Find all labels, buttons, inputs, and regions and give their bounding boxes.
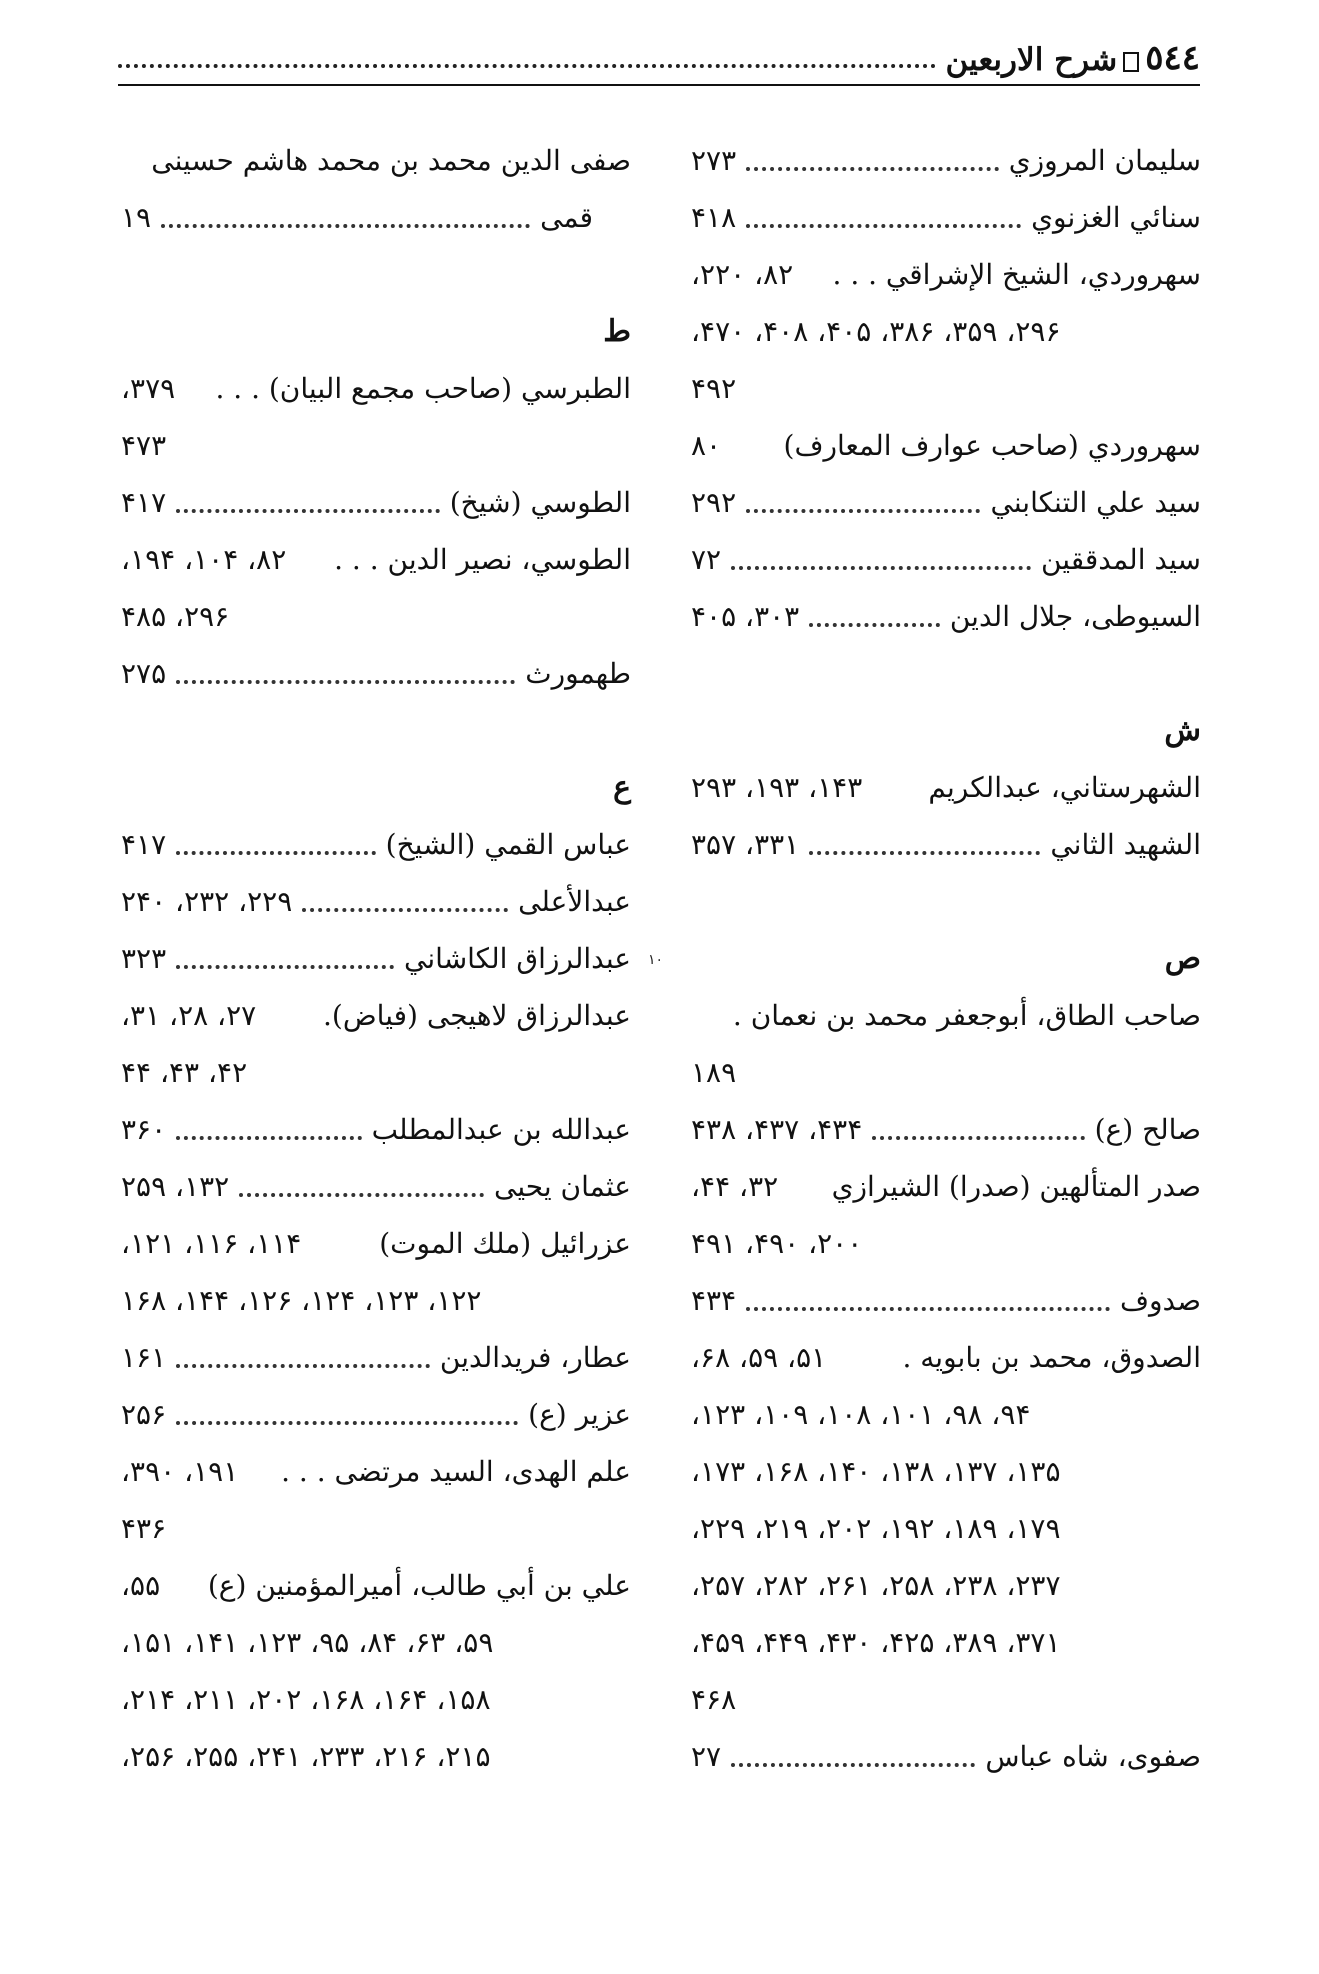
dotted-leader <box>176 1364 430 1368</box>
dotted-leader <box>746 224 1021 228</box>
index-entry-continuation <box>121 1728 631 1785</box>
entry-name: طهمورث <box>525 657 631 690</box>
entry-pages: ۲۰۰، ۴۹۰، ۴۹۱ <box>691 1227 863 1260</box>
entry-name: الشهرستاني، عبدالكريم <box>928 771 1201 804</box>
dotted-leader <box>176 965 394 969</box>
entry-name: عبدالرزاق لاهيجى (فياض). <box>323 999 631 1032</box>
entry-pages: ۵۵، <box>121 1569 161 1602</box>
dotted-leader <box>746 1307 1110 1311</box>
entry-name: سليمان المروزي <box>1008 144 1201 177</box>
entry-name: السيوطى، جلال الدين <box>949 600 1201 633</box>
entry-pages: ۴۳۶ <box>121 1512 167 1545</box>
entry-pages: ۲۱۵، ۲۱۶، ۲۳۳، ۲۴۱، ۲۵۵، ۲۵۶، <box>121 1740 491 1773</box>
entry-name: صدوف <box>1119 1284 1201 1317</box>
running-title: شرح الاربعين <box>945 42 1118 78</box>
entry-pages: ۱۹۱، ۳۹۰، <box>121 1455 239 1488</box>
dotted-leader <box>872 1136 1084 1140</box>
index-entry <box>121 873 631 930</box>
index-entry <box>121 1101 631 1158</box>
index-entry-continuation <box>691 1557 1201 1614</box>
section-letter: ص <box>1164 941 1201 976</box>
entry-pages: ۳۲۳ <box>121 942 167 975</box>
entry-name: صفوى، شاه عباس <box>985 1740 1201 1773</box>
entry-name: عثمان يحيى <box>494 1170 631 1203</box>
index-entry-continuation <box>691 1215 1201 1272</box>
index-entry <box>691 1272 1201 1329</box>
index-entry <box>121 1443 631 1500</box>
index-entry <box>691 1101 1201 1158</box>
index-entry <box>121 645 631 702</box>
entry-pages: ۲۷۵ <box>121 657 167 690</box>
entry-pages: ۱۵۸، ۱۶۴، ۱۶۸، ۲۰۲، ۲۱۱، ۲۱۴، <box>121 1683 491 1716</box>
section-letter: ط <box>603 314 631 349</box>
index-entry <box>691 246 1201 303</box>
entry-pages: ۲۵۶ <box>121 1398 167 1431</box>
index-entry-continuation <box>121 1272 631 1329</box>
index-column-right <box>691 132 1201 1785</box>
index-entry <box>121 816 631 873</box>
section-letter: ع <box>613 770 631 805</box>
index-entry <box>691 132 1201 189</box>
dotted-leader <box>176 1421 518 1425</box>
index-column-left <box>121 132 631 1785</box>
entry-name: سيد المدققين <box>1040 543 1201 576</box>
index-entry <box>121 132 631 189</box>
index-entry-continuation <box>691 1044 1201 1101</box>
entry-name: عباس القمي (الشيخ) <box>385 828 631 861</box>
index-entry <box>691 1329 1201 1386</box>
index-entry <box>691 189 1201 246</box>
entry-pages: ۴۳۴ <box>691 1284 737 1317</box>
entry-pages: ۱۴۳، ۱۹۳، ۲۹۳ <box>691 771 863 804</box>
entry-name: صدر المتألهين (صدرا) الشيرازي <box>831 1170 1201 1203</box>
entry-pages: ۲۷۳ <box>691 144 737 177</box>
dotted-leader <box>239 1193 484 1197</box>
entry-name: الصدوق، محمد بن بابويه . <box>902 1341 1201 1374</box>
entry-name: عزير (ع) <box>528 1398 631 1431</box>
entry-pages: ۱۳۲، ۲۵۹ <box>121 1170 230 1203</box>
dotted-leader <box>809 851 1040 855</box>
index-entry <box>691 531 1201 588</box>
index-entry-continuation <box>691 1614 1201 1671</box>
dotted-leader <box>176 1136 361 1140</box>
index-entry <box>691 816 1201 873</box>
index-entry <box>121 1557 631 1614</box>
entry-pages: ۴۹۲ <box>691 372 737 405</box>
entry-pages: ۳۷۹، <box>121 372 176 405</box>
index-entry <box>121 1386 631 1443</box>
entry-pages: ۲۹۶، ۳۵۹، ۳۸۶، ۴۰۵، ۴۰۸، ۴۷۰، <box>691 315 1061 348</box>
index-entry-continuation <box>121 1614 631 1671</box>
entry-pages: ۱۲۲، ۱۲۳، ۱۲۴، ۱۲۶، ۱۴۴، ۱۶۸ <box>121 1284 482 1317</box>
entry-pages: ۱۹ <box>121 201 152 234</box>
entry-name: صالح (ع) <box>1094 1113 1201 1146</box>
entry-pages: ۴۱۸ <box>691 201 737 234</box>
entry-pages: ۵۱، ۵۹، ۶۸، <box>691 1341 827 1374</box>
dotted-leader <box>731 566 1031 570</box>
entry-pages: ۲۳۷، ۲۳۸، ۲۵۸، ۲۶۱، ۲۸۲، ۲۵۷، <box>691 1569 1061 1602</box>
entry-pages: ۸۲، ۲۲۰، <box>691 258 794 291</box>
index-entry <box>691 1728 1201 1785</box>
entry-name: علي بن أبي طالب، أميرالمؤمنين (ع) <box>207 1569 631 1602</box>
entry-name: عبدالأعلى <box>518 885 631 918</box>
entry-pages: ۴۶۸ <box>691 1683 737 1716</box>
index-entry <box>121 1329 631 1386</box>
entry-name: صاحب الطاق، أبوجعفر محمد بن نعمان . <box>732 999 1201 1032</box>
entry-name: سهروردي، الشيخ الإشراقي . . . <box>832 258 1201 291</box>
index-entry-continuation <box>691 1443 1201 1500</box>
entry-name: الطوسي (شيخ) <box>449 486 631 519</box>
entry-pages: ۲۷ <box>691 1740 722 1773</box>
entry-pages: ۲۹۲ <box>691 486 737 519</box>
entry-pages: ۴۱۷ <box>121 486 167 519</box>
index-entry <box>691 417 1201 474</box>
entry-pages: ۲۲۹، ۲۳۲، ۲۴۰ <box>121 885 293 918</box>
entry-pages: ۳۰۳، ۴۰۵ <box>691 600 800 633</box>
entry-pages: ۱۶۱ <box>121 1341 167 1374</box>
entry-name: صفى الدين محمد بن محمد هاشم حسينى <box>151 144 631 177</box>
entry-pages: ۴۷۳ <box>121 429 167 462</box>
index-entry-continuation <box>121 1044 631 1101</box>
entry-name: الطبرسي (صاحب مجمع البيان) . . . <box>215 372 631 405</box>
entry-name: الطوسي، نصير الدين . . . <box>334 543 631 576</box>
entry-pages: ۱۱۴، ۱۱۶، ۱۲۱، <box>121 1227 302 1260</box>
index-entry-continuation <box>121 417 631 474</box>
dotted-leader <box>161 224 530 228</box>
index-entry <box>691 588 1201 645</box>
index-entry-continuation <box>691 1500 1201 1557</box>
square-icon <box>1123 52 1139 72</box>
index-entry <box>121 987 631 1044</box>
entry-pages: ۳۶۰ <box>121 1113 167 1146</box>
index-entry-continuation <box>691 360 1201 417</box>
page-number: ٥٤٤ <box>1145 38 1200 78</box>
entry-pages: ۸۲، ۱۰۴، ۱۹۴، <box>121 543 287 576</box>
entry-name: قمى <box>540 201 593 234</box>
entry-name: علم الهدى، السيد مرتضى . . . <box>281 1455 631 1488</box>
index-entry <box>691 987 1201 1044</box>
index-entry <box>121 531 631 588</box>
entry-pages: ۳۲، ۴۴، <box>691 1170 779 1203</box>
entry-pages: ۹۴، ۹۸، ۱۰۱، ۱۰۸، ۱۰۹، ۱۲۳، <box>691 1398 1031 1431</box>
index-entry-continuation <box>691 1671 1201 1728</box>
entry-pages: ۸۰ <box>690 429 722 462</box>
blank-line <box>691 873 1201 930</box>
running-head <box>118 30 1200 86</box>
entry-pages: ۲۷، ۲۸، ۳۱، <box>121 999 257 1032</box>
dotted-leader <box>746 167 999 171</box>
dotted-leader <box>302 908 508 912</box>
blank-line <box>121 702 631 759</box>
index-entry-continuation <box>691 1386 1201 1443</box>
dotted-leader <box>809 623 940 627</box>
entry-name: سنائي الغزنوي <box>1031 201 1201 234</box>
entry-pages: ۳۷۱، ۳۸۹، ۴۲۵، ۴۳۰، ۴۴۹، ۴۵۹، <box>691 1626 1061 1659</box>
section-letter: ش <box>1164 713 1201 748</box>
dotted-leader <box>176 680 515 684</box>
entry-name: سيد علي التنكابني <box>990 486 1201 519</box>
entry-pages: ۴۳۴، ۴۳۷، ۴۳۸ <box>691 1113 863 1146</box>
index-entry <box>691 759 1201 816</box>
index-entry-continuation <box>121 1500 631 1557</box>
index-entry <box>121 189 631 246</box>
entry-name: عطار، فريدالدين <box>439 1341 631 1374</box>
blank-line <box>121 246 631 303</box>
index-entry <box>121 1158 631 1215</box>
index-entry <box>691 1158 1201 1215</box>
index-entry-continuation <box>121 588 631 645</box>
blank-line <box>691 645 1201 702</box>
dotted-leader <box>176 509 440 513</box>
index-entry-continuation <box>121 1671 631 1728</box>
entry-pages: ۵۹، ۶۳، ۸۴، ۹۵، ۱۲۳، ۱۴۱، ۱۵۱، <box>121 1626 494 1659</box>
entry-name: عبدالله بن عبدالمطلب <box>371 1113 631 1146</box>
entry-name: عزرائيل (ملك الموت) <box>379 1227 631 1260</box>
entry-name: عبدالرزاق الكاشاني <box>404 942 631 975</box>
entry-name: سهروردي (صاحب عوارف المعارف) <box>783 429 1201 462</box>
entry-name: الشهيد الثاني <box>1050 828 1201 861</box>
entry-pages: ۱۳۵، ۱۳۷، ۱۳۸، ۱۴۰، ۱۶۸، ۱۷۳، <box>691 1455 1061 1488</box>
index-entry <box>691 474 1201 531</box>
entry-pages: ۴۱۷ <box>121 828 167 861</box>
entry-pages: ۷۲ <box>691 543 722 576</box>
entry-pages: ۱۸۹ <box>691 1056 737 1089</box>
entry-pages: ۱۷۹، ۱۸۹، ۱۹۲، ۲۰۲، ۲۱۹، ۲۲۹، <box>691 1512 1061 1545</box>
dotted-leader <box>118 64 936 68</box>
index-entry <box>121 930 631 987</box>
index-entry <box>121 1215 631 1272</box>
index-entry <box>121 360 631 417</box>
dotted-leader <box>176 851 376 855</box>
entry-pages: ۲۹۶، ۴۸۵ <box>121 600 230 633</box>
entry-pages: ۳۳۱، ۳۵۷ <box>691 828 800 861</box>
entry-pages: ۴۲، ۴۳، ۴۴ <box>121 1056 248 1089</box>
index-entry <box>121 474 631 531</box>
index-entry-continuation <box>691 303 1201 360</box>
dotted-leader <box>746 509 980 513</box>
line-number-marker: ۱۰ <box>648 952 664 968</box>
dotted-leader <box>731 1763 975 1767</box>
